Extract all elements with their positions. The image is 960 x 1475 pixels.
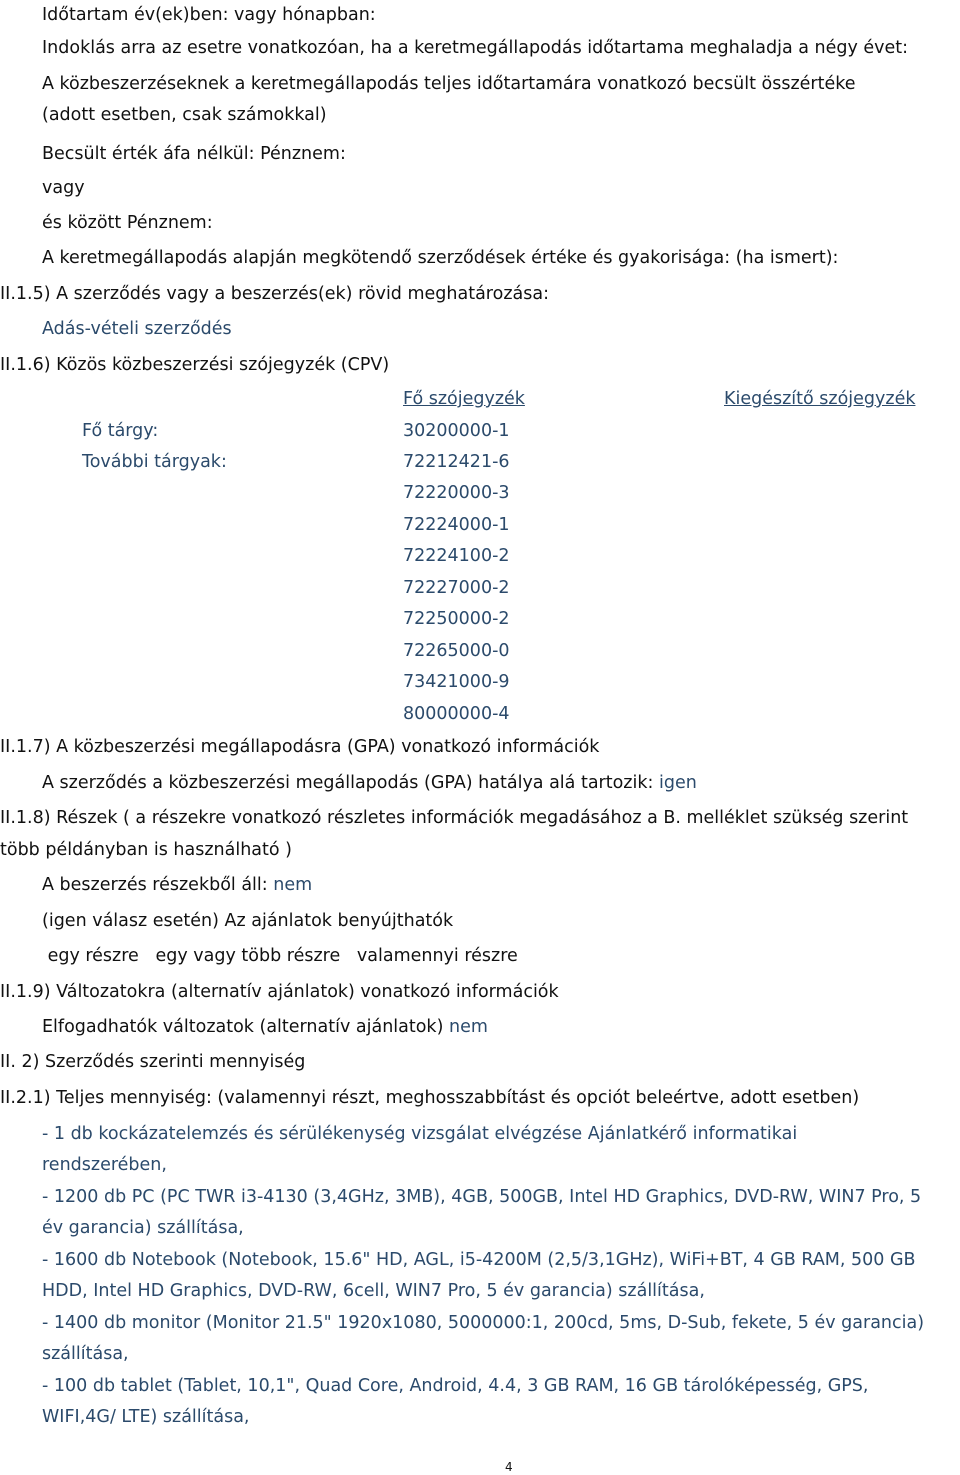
cpv-code: 72250000-2 (403, 609, 510, 629)
quantity-item-cont: HDD, Intel HD Graphics, DVD-RW, 6cell, WIN7 Pro, 5 év garancia) szállítása, (42, 1281, 705, 1301)
section-2-1-6-heading: II.1.6) Közös közbeszerzési szójegyzék (CPV) (0, 355, 390, 375)
supp-vocab-header: Kiegészítő szójegyzék (724, 389, 916, 409)
quantity-item-cont: szállítása, (42, 1344, 129, 1364)
cpv-code: 80000000-4 (403, 704, 510, 724)
contracts-value-line: A keretmegállapodás alapján megkötendő szerződések értéke és gyakorisága: (ha ismert): (42, 248, 839, 268)
section-2-2-1-heading: II.2.1) Teljes mennyiség: (valamennyi részt, meghosszabbítást és opciót beleértve, adott esetben) (0, 1088, 860, 1108)
estimated-total-line: A közbeszerzéseknek a keretmegállapodás teljes időtartamára vonatkozó becsült összértéke (42, 74, 856, 94)
quantity-item: - 1 db kockázatelemzés és sérülékenység vizsgálat elvégzése Ajánlatkérő informatikai (42, 1124, 798, 1144)
quantity-item: - 1400 db monitor (Monitor 21.5" 1920x1080, 5000000:1, 200cd, 5ms, D-Sub, fekete, 5 év garancia) (42, 1313, 925, 1333)
cpv-code: 73421000-9 (403, 672, 510, 692)
page-number: 4 (505, 1460, 513, 1474)
lots-answer: nem (273, 875, 313, 895)
justification-line: Indoklás arra az esetre vonatkozóan, ha a keretmegállapodás időtartama meghaladja a négy évet: (42, 38, 909, 58)
cpv-code: 72212421-6 (403, 452, 510, 472)
main-vocab-header: Fő szójegyzék (403, 389, 525, 409)
cpv-code: 72220000-3 (403, 483, 510, 503)
quantity-item: - 1200 db PC (PC TWR i3-4130 (3,4GHz, 3MB), 4GB, 500GB, Intel HD Graphics, DVD-RW, WIN7 Pro, 5 (42, 1187, 922, 1207)
tenders-line: (igen válasz esetén) Az ajánlatok benyújthatók (42, 911, 454, 931)
quantity-item-cont: rendszerében, (42, 1155, 167, 1175)
section-2-1-7-heading: II.1.7) A közbeszerzési megállapodásra (GPA) vonatkozó információk (0, 737, 600, 757)
section-2-1-9-heading: II.1.9) Változatokra (alternatív ajánlatok) vonatkozó információk (0, 982, 559, 1002)
variants-answer: nem (448, 1017, 488, 1037)
section-2-1-8-heading: II.1.8) Részek ( a részekre vonatkozó részletes információk megadásához a B. melléklet szükség szerint (0, 808, 909, 828)
main-object-label: Fő tárgy: (82, 421, 159, 441)
variants-question: Elfogadhatók változatok (alternatív ajánlatok) nem (42, 1017, 488, 1037)
lots-options: egy részre egy vagy több részre valamennyi részre (42, 946, 518, 966)
section-2-1-5-heading: II.1.5) A szerződés vagy a beszerzés(ek) rövid meghatározása: (0, 284, 549, 304)
contract-type-answer: Adás-vételi szerződés (42, 319, 232, 339)
gpa-answer: igen (658, 773, 697, 793)
main-object-code: 30200000-1 (403, 421, 510, 441)
additional-objects-label: További tárgyak: (82, 452, 227, 472)
cpv-code: 72224100-2 (403, 546, 510, 566)
range-line: és között Pénznem: (42, 213, 213, 233)
cpv-code: 72227000-2 (403, 578, 510, 598)
duration-line: Időtartam év(ek)ben: vagy hónapban: (42, 5, 376, 25)
cpv-code: 72224000-1 (403, 515, 510, 535)
quantity-item-cont: év garancia) szállítása, (42, 1218, 244, 1238)
lots-question: A beszerzés részekből áll: nem (42, 875, 313, 895)
estimated-value-line: Becsült érték áfa nélkül: Pénznem: (42, 144, 346, 164)
cpv-code: 72265000-0 (403, 641, 510, 661)
or-line: vagy (42, 178, 85, 198)
gpa-question: A szerződés a közbeszerzési megállapodás (GPA) hatálya alá tartozik: igen (42, 773, 697, 793)
section-2-1-8-heading-cont: több példányban is használható ) (0, 840, 292, 860)
quantity-item-cont: WIFI,4G/ LTE) szállítása, (42, 1407, 250, 1427)
section-2-2-heading: II. 2) Szerződés szerinti mennyiség (0, 1052, 306, 1072)
quantity-item: - 100 db tablet (Tablet, 10,1", Quad Core, Android, 4.4, 3 GB RAM, 16 GB tárolóképesség, GPS, (42, 1376, 869, 1396)
estimated-total-note: (adott esetben, csak számokkal) (42, 105, 327, 125)
quantity-item: - 1600 db Notebook (Notebook, 15.6" HD, AGL, i5-4200M (2,5/3,1GHz), WiFi+BT, 4 GB RAM, 500 GB (42, 1250, 916, 1270)
